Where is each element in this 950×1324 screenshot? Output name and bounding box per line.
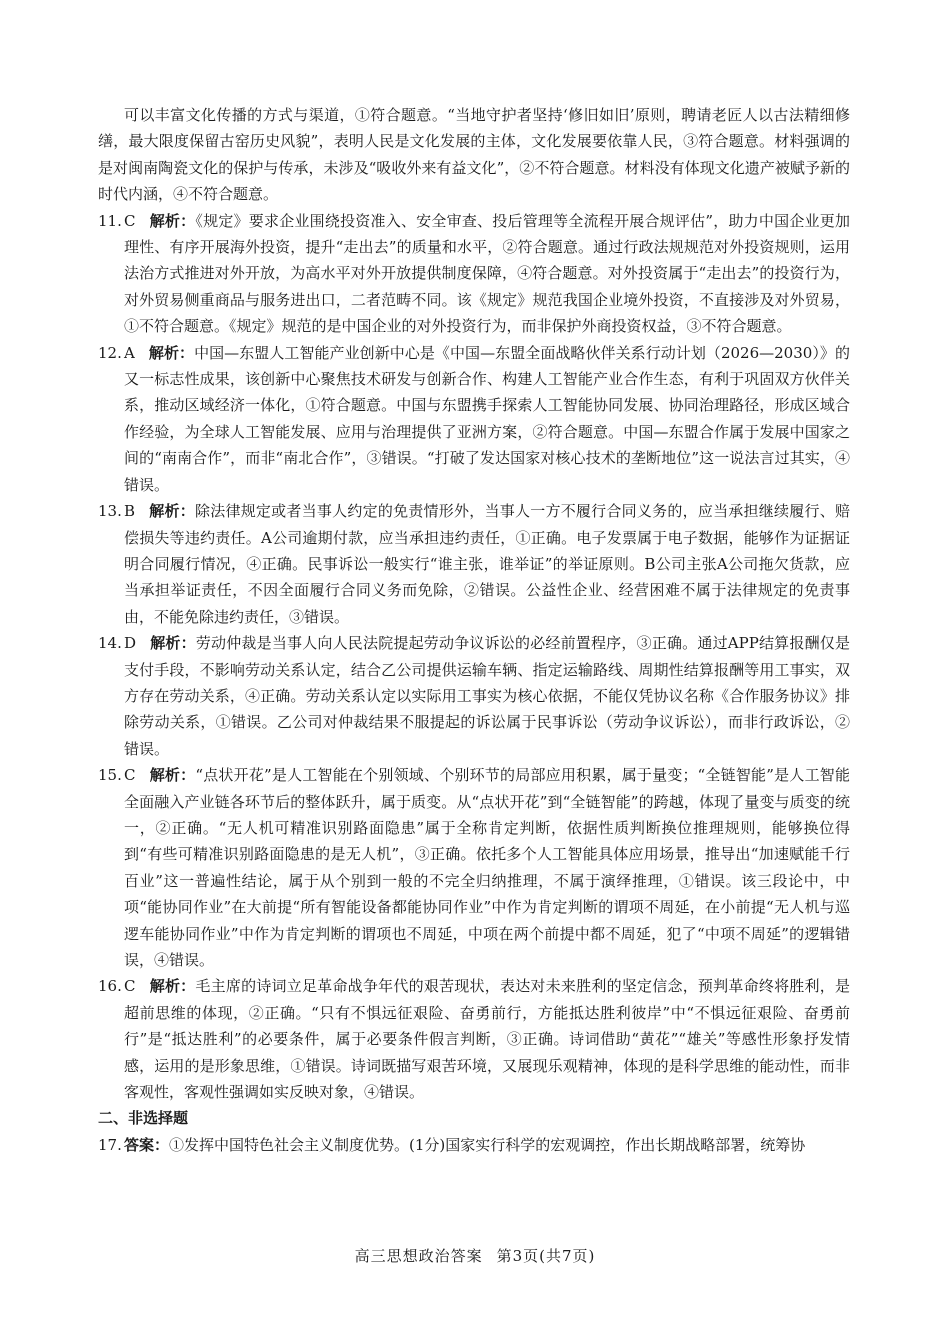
analysis-text: “点状开花”是人工智能在个别领域、个别环节的局部应用积累，属于量变；“全链智能”是人工智能全面融入产业链各环节后的整体跃升，属于质变。从“点状开花”到“全链智能”的跨越，体现了量变与质变的统一，②正确。“无人机可精准识别路面隐患”属于全称肯定判断，依据性质判断换位推理规则，能够换位得到“有些可精准识别路面隐患的是无人机”，③正确。依托多个人工智能具体应用场景，推导出“加速赋能千行百业”这一普遍性结论，属于从个别到一般的不完全归纳推理，不属于演绎推理，①错误。该三段论中，中项“能协同作业”在大前提“所有智能设备都能协同作业”中作为肯定判断的谓项不周延，在小前提“无人机与巡逻车能协同作业”中作为肯定判断的谓项也不周延，中项在两个前提中都不周延，犯了“中项不周延”的逻辑错误，④错误。: [124, 766, 850, 969]
question-number: 15.: [98, 766, 122, 785]
section-heading: 二、非选择题: [98, 1109, 189, 1128]
analysis-label: 解析：: [149, 211, 196, 230]
analysis-text: 《规定》要求企业围绕投资准入、安全审查、投后管理等全流程开展合规评估”，助力中国企业更加理性、有序开展海外投资，提升“走出去”的质量和水平，②符合题意。通过行政法规规范对外投资规则，运用法治方式推进对外开放，为高水平对外开放提供制度保障，④符合题意。对外投资属于“走出去”的投资行为，对外贸易侧重商品与服务进出口，二者范畴不同。该《规定》规范我国企业境外投资，不直接涉及对外贸易，①不符合题意。《规定》规范的是中国企业的对外投资行为，而非保护外商投资权益，③不符合题意。: [124, 211, 850, 336]
answer-item-15: [98, 762, 850, 973]
answer-letter: D: [124, 634, 137, 653]
answer-letter: B: [124, 502, 136, 521]
answer-item-14: [98, 630, 850, 762]
answer-letter: C: [124, 977, 136, 996]
question-number: 13.: [98, 502, 122, 521]
page-content: [98, 102, 850, 1158]
answer-label: 答案：: [124, 1135, 170, 1154]
analysis-label: 解析：: [150, 634, 196, 653]
analysis-text: 除法律规定或者当事人约定的免责情形外，当事人一方不履行合同义务的，应当承担继续履行、赔偿损失等违约责任。A公司逾期付款，应当承担违约责任，①正确。电子发票属于电子数据，能够作为证据证明合同履行情况，④正确。民事诉讼一般实行“谁主张，谁举证”的举证原则。B公司主张A公司拖欠货款，应当承担举证责任，不因全面履行合同义务而免除，②错误。公益性企业、经营困难不属于法律规定的免责事由，不能免除违约责任，③错误。: [124, 502, 850, 626]
analysis-label: 解析：: [149, 977, 196, 996]
question-number: 14.: [98, 634, 122, 653]
analysis-text: 中国—东盟人工智能产业创新中心是《中国—东盟全面战略伙伴关系行动计划（2026—2030）》的又一标志性成果，该创新中心聚焦技术研发与创新合作、构建人工智能产业合作生态，有利于巩固双方伙伴关系，推动区域经济一体化，①符合题意。中国与东盟携手探索人工智能协同发展、协同治理路径，形成区域合作经验，为全球人工智能发展、应用与治理提供了亚洲方案，②符合题意。中国—东盟合作属于发展中国家之间的“南南合作”，而非“南北合作”，③错误。“打破了发达国家对核心技术的垄断地位”这一说法言过其实，④错误。: [124, 343, 850, 494]
analysis-label: 解析：: [149, 766, 196, 785]
footer-page-number: 第3页(共7页): [496, 1247, 596, 1265]
analysis-text: 毛主席的诗词立足革命战争年代的艰苦现状，表达对未来胜利的坚定信念，预判革命终将胜利，是超前思维的体现，②正确。“只有不惧远征艰险、奋勇前行，方能抵达胜利彼岸”中“不惧远征艰险、奋勇前行”是“抵达胜利”的必要条件，属于必要条件假言判断，③正确。诗词借助“黄花”“雄关”等感性形象抒发情感，运用的是形象思维，①错误。诗词既描写艰苦环境，又展现乐观精神，体现的是科学思维的能动性，而非客观性，客观性强调如实反映对象，④错误。: [124, 977, 850, 1102]
question-number: 11.: [98, 211, 122, 230]
answer-letter: C: [124, 766, 136, 785]
answer-item-11: [98, 208, 850, 340]
answer-item-13: [98, 498, 850, 630]
answer-item-17: [98, 1132, 850, 1158]
analysis-label: 解析：: [148, 343, 195, 362]
analysis-label: 解析：: [149, 502, 195, 521]
intro-paragraph: 可以丰富文化传播的方式与渠道，①符合题意。“当地守护者坚持‘修旧如旧’原则，聘请老匠人以古法精细修缮，最大限度保留古窑历史风貌”，表明人民是文化发展的主体，文化发展要依靠人民，③符合题意。材料强调的是对闽南陶瓷文化的保护与传承，未涉及“吸收外来有益文化”，②不符合题意。材料没有体现文化遗产被赋予新的时代内涵，④不符合题意。: [98, 106, 850, 204]
question-number: 16.: [98, 977, 122, 996]
answer-item-16: [98, 973, 850, 1105]
answer-item-12: [98, 340, 850, 498]
question-number: 17.: [98, 1135, 122, 1154]
answer-letter: A: [124, 343, 135, 362]
question-number: 12.: [98, 343, 122, 362]
page-footer: [0, 1245, 950, 1266]
footer-subject: 高三思想政治答案: [354, 1247, 483, 1265]
answer-text: ①发挥中国特色社会主义制度优势。(1分)国家实行科学的宏观调控，作出长期战略部署，统筹协: [169, 1135, 806, 1154]
analysis-text: 劳动仲裁是当事人向人民法院提起劳动争议诉讼的必经前置程序，③正确。通过APP结算报酬仅是支付手段，不影响劳动关系认定，结合乙公司提供运输车辆、指定运输路线、周期性结算报酬等用工事实，双方存在劳动关系，④正确。劳动关系认定以实际用工事实为核心依据，不能仅凭协议名称《合作服务协议》排除劳动关系，①错误。乙公司对仲裁结果不服提起的诉讼属于民事诉讼（劳动争议诉讼），而非行政诉讼，②错误。: [124, 634, 850, 758]
answer-letter: C: [124, 211, 136, 230]
